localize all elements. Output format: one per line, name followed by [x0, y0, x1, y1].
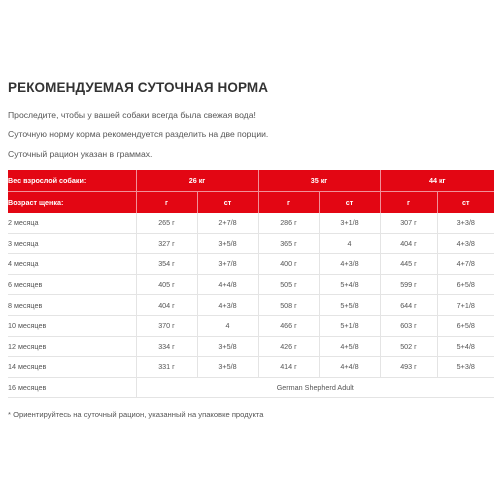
cups-cell: 3+7/8 [197, 254, 258, 275]
table-row [8, 295, 494, 316]
unit-cups-header: ст [437, 192, 494, 214]
cups-cell: 3+5/8 [197, 336, 258, 357]
cups-cell: 3+5/8 [197, 233, 258, 254]
portion-note: Суточную норму корма рекомендуется разделить на две порции. [8, 129, 269, 139]
cups-cell: 3+3/8 [437, 213, 494, 233]
cups-cell: 4+4/8 [197, 274, 258, 295]
cups-cell: 4 [197, 315, 258, 336]
cups-cell: 3+5/8 [197, 357, 258, 378]
cups-cell: 6+5/8 [437, 274, 494, 295]
table-row [8, 254, 494, 275]
puppy-age-cell: 8 месяцев [8, 295, 136, 316]
unit-grams-header: г [136, 192, 197, 214]
cups-cell: 5+1/8 [319, 315, 380, 336]
cups-cell: 5+4/8 [319, 274, 380, 295]
cups-cell: 4+3/8 [319, 254, 380, 275]
grams-cell: 265 г [136, 213, 197, 233]
puppy-age-cell: 16 месяцев [8, 377, 136, 398]
grams-cell: 445 г [380, 254, 437, 275]
grams-cell: 508 г [258, 295, 319, 316]
water-note: Проследите, чтобы у вашей собаки всегда была свежая вода! [8, 110, 256, 120]
table-row [8, 274, 494, 295]
grams-cell: 426 г [258, 336, 319, 357]
grams-note: Суточный рацион указан в граммах. [8, 149, 153, 159]
cups-cell: 5+5/8 [319, 295, 380, 316]
weight-26-header: 26 кг [136, 170, 258, 192]
puppy-age-cell: 4 месяца [8, 254, 136, 275]
puppy-age-cell: 3 месяца [8, 233, 136, 254]
table-row [8, 357, 494, 378]
weight-header-row [8, 170, 494, 192]
puppy-age-cell: 14 месяцев [8, 357, 136, 378]
cups-cell: 6+5/8 [437, 315, 494, 336]
grams-cell: 505 г [258, 274, 319, 295]
age-label: Возраст щенка: [8, 192, 136, 214]
cups-cell: 4+4/8 [319, 357, 380, 378]
grams-cell: 405 г [136, 274, 197, 295]
weight-35-header: 35 кг [258, 170, 380, 192]
page-title: РЕКОМЕНДУЕМАЯ СУТОЧНАЯ НОРМА [8, 80, 269, 95]
table-row [8, 377, 494, 398]
puppy-age-cell: 10 месяцев [8, 315, 136, 336]
puppy-age-cell: 2 месяца [8, 218, 39, 228]
unit-cups-header: ст [197, 192, 258, 214]
grams-cell: 307 г [380, 213, 437, 233]
feeding-table [8, 170, 494, 398]
grams-cell: 404 г [380, 233, 437, 254]
adult-product-cell: German Shepherd Adult [136, 377, 494, 398]
cups-cell: 4 [319, 233, 380, 254]
cups-cell: 2+7/8 [197, 213, 258, 233]
grams-cell: 331 г [136, 357, 197, 378]
table-row [8, 315, 494, 336]
cups-cell: 4+7/8 [437, 254, 494, 275]
puppy-age-cell: 12 месяцев [8, 336, 136, 357]
grams-cell: 603 г [380, 315, 437, 336]
grams-cell: 414 г [258, 357, 319, 378]
unit-grams-header: г [380, 192, 437, 214]
grams-cell: 354 г [136, 254, 197, 275]
puppy-age-cell: 6 месяцев [8, 274, 136, 295]
footnote: * Ориентируйтесь на суточный рацион, указанный на упаковке продукта [8, 410, 264, 419]
grams-cell: 327 г [136, 233, 197, 254]
grams-cell: 370 г [136, 315, 197, 336]
grams-cell: 466 г [258, 315, 319, 336]
cups-cell: 5+4/8 [437, 336, 494, 357]
cups-cell: 4+3/8 [197, 295, 258, 316]
cups-cell: 4+5/8 [319, 336, 380, 357]
grams-cell: 644 г [380, 295, 437, 316]
grams-cell: 502 г [380, 336, 437, 357]
unit-header-row [8, 192, 494, 214]
table-row [8, 336, 494, 357]
table-row [8, 213, 494, 233]
cups-cell: 4+3/8 [437, 233, 494, 254]
feeding-table-body [8, 213, 494, 398]
grams-cell: 286 г [258, 213, 319, 233]
cups-cell: 5+3/8 [437, 357, 494, 378]
unit-grams-header: г [258, 192, 319, 214]
grams-cell: 365 г [258, 233, 319, 254]
grams-cell: 334 г [136, 336, 197, 357]
cups-cell: 3+1/8 [319, 213, 380, 233]
grams-cell: 400 г [258, 254, 319, 275]
cups-cell: 7+1/8 [437, 295, 494, 316]
weight-44-header: 44 кг [380, 170, 494, 192]
table-row [8, 233, 494, 254]
weight-label: Вес взрослой собаки: [8, 170, 136, 192]
grams-cell: 404 г [136, 295, 197, 316]
unit-cups-header: ст [319, 192, 380, 214]
grams-cell: 599 г [380, 274, 437, 295]
grams-cell: 493 г [380, 357, 437, 378]
